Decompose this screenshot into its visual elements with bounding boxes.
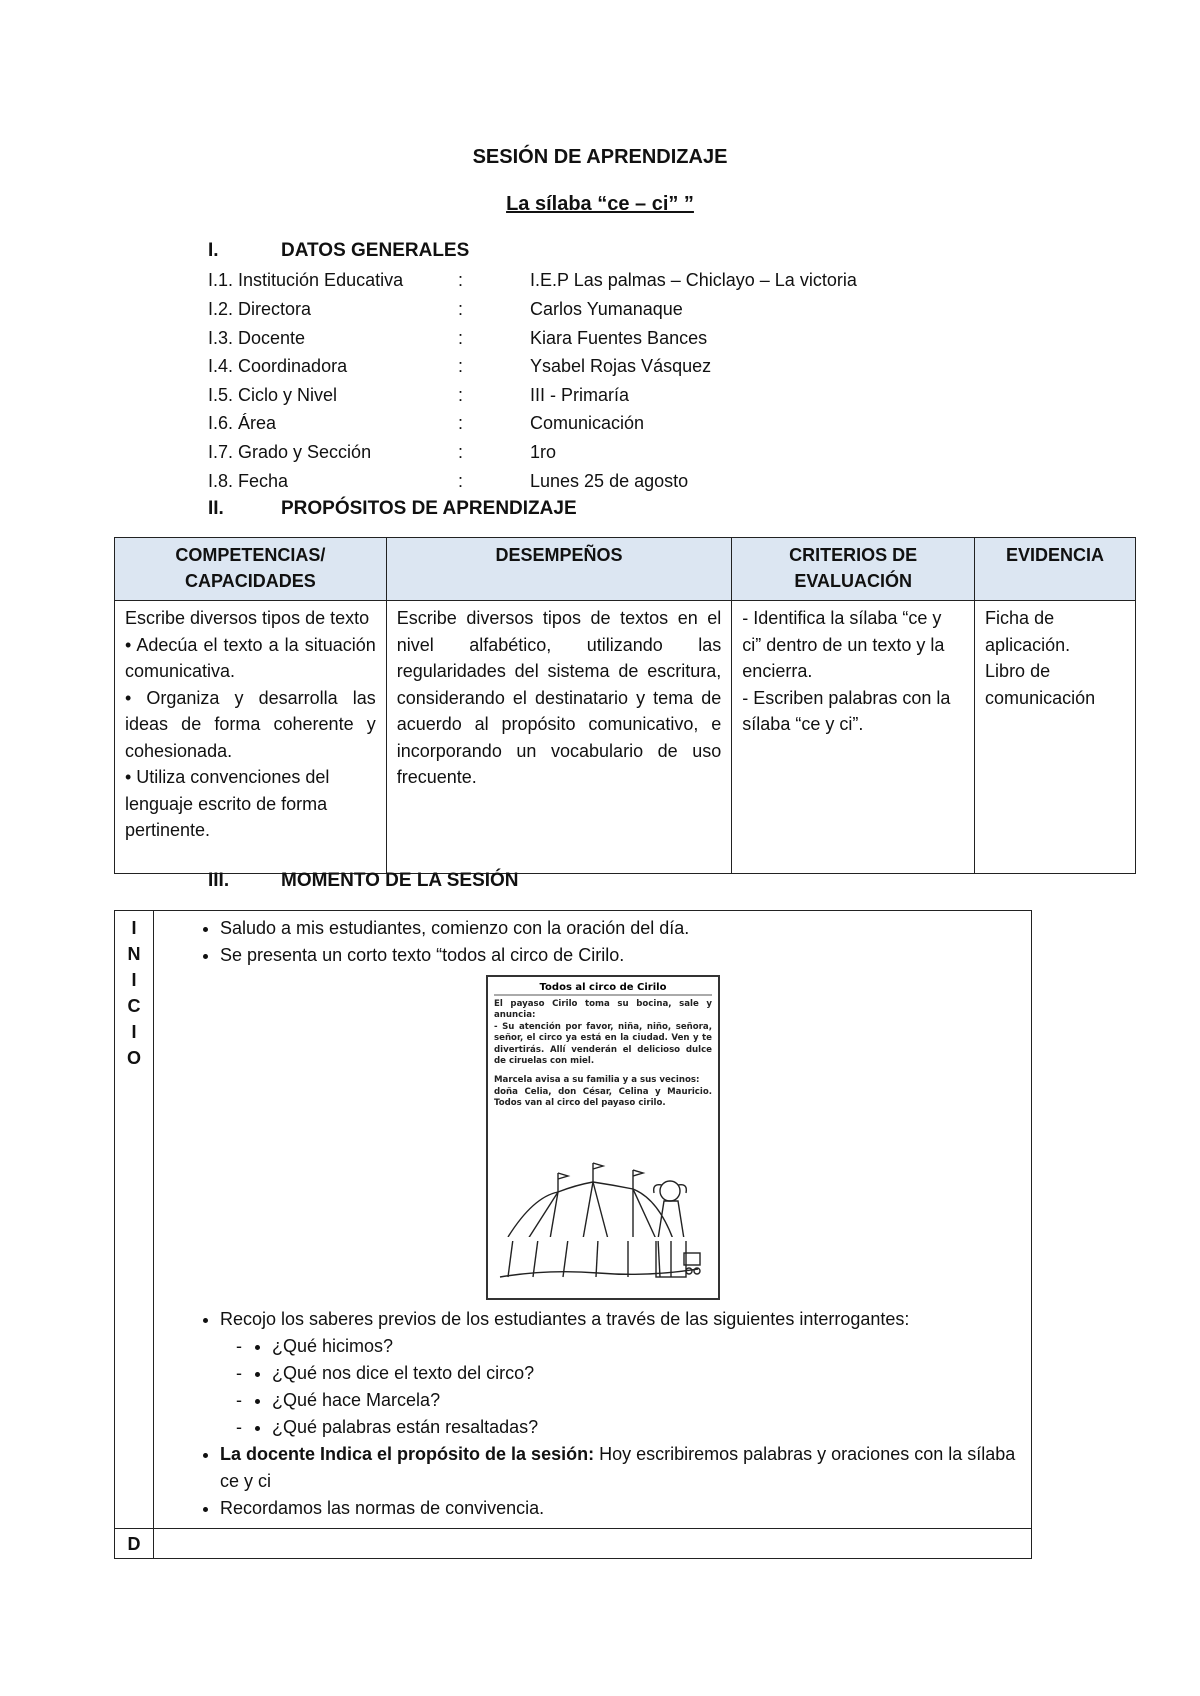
cell-criterios: [732, 601, 975, 874]
capacidad-item: • Utiliza convenciones del lenguaje escrito de forma pertinente.: [125, 767, 330, 840]
header-competencias: COMPETENCIAS/ CAPACIDADES: [115, 538, 387, 601]
dato-label: I.2. Directora: [208, 299, 312, 319]
proposito-label: La docente Indica el propósito de la sesión:: [220, 1444, 595, 1464]
section-momento: [208, 870, 808, 896]
cell-desempenos: Escribe diversos tipos de textos en el nivel alfabético, utilizando las regularidades del sistema de escritura, considerando el destinatario y tema de acuerdo al propósito comunicativo, e incorporando un vocabulario de uso frecuente.: [386, 601, 732, 874]
question-item: - • ¿Qué palabras están resaltadas?: [272, 1414, 1023, 1441]
proposito-text: Hoy escribiremos palabras y oraciones con la sílaba ce y ci: [220, 1444, 1016, 1491]
circus-illustration: [488, 977, 718, 1298]
section-title: PROPÓSITOS DE APRENDIZAJE: [281, 498, 577, 519]
dato-value: Carlos Yumanaque: [530, 299, 683, 319]
section-propositos: [208, 498, 808, 524]
desarrollo-row: [115, 1529, 1032, 1559]
list-item: • Saludo a mis estudiantes, comienzo con la oración del día.: [220, 915, 1023, 942]
phase-letter: I: [131, 918, 137, 938]
dato-value: Lunes 25 de agosto: [530, 471, 689, 491]
circus-tent-drawing: [498, 1163, 700, 1277]
list-item: • Recordamos las normas de convivencia.: [220, 1495, 1023, 1522]
header-criterios: CRITERIOS DE EVALUACIÓN: [732, 538, 975, 601]
figure-title: Todos al circo de Cirilo: [539, 982, 667, 993]
dato-value: Comunicación: [530, 413, 645, 433]
dato-row: [208, 413, 1008, 439]
list-item: • Se presenta un corto texto “todos al circo de Cirilo.: [220, 942, 1023, 969]
criterio-item: - Identifica la sílaba “ce y ci” dentro de un texto y la encierra.: [742, 608, 945, 681]
inicio-content: [154, 911, 1032, 1529]
circus-reading-image: [486, 975, 720, 1300]
evidencia-item: Ficha de aplicación.: [985, 608, 1071, 655]
dato-value: 1ro: [530, 442, 557, 462]
figure-paragraph: doña Celia, don César, Celina y Mauricio. Todos van al circo del payaso cirilo.: [494, 1086, 712, 1109]
capacidad-item: • Adecúa el texto a la situación comunicativa.: [125, 634, 376, 681]
phase-letter: C: [127, 996, 141, 1016]
dato-row: [208, 385, 1008, 411]
dato-value: Ysabel Rojas Vásquez: [530, 356, 712, 376]
phase-letter: I: [131, 1022, 137, 1042]
section-number: II.: [208, 498, 224, 519]
figure-paragraph: - Su atención por favor, niña, niño, señora, señor, el circo ya está en la ciudad. Ven y te divertirás. Allí venderán el delicioso dulce de ciruelas con miel.: [494, 1021, 712, 1067]
table-row: [115, 601, 1136, 874]
question-item: - • ¿Qué nos dice el texto del circo?: [272, 1360, 1023, 1387]
dato-row: [208, 356, 1008, 382]
dato-colon: :: [458, 299, 464, 319]
section-number: III.: [208, 870, 230, 891]
list-item: • Recojo los saberes previos de los estudiantes a través de las siguientes interrogantes:: [220, 1306, 1023, 1333]
propositos-table: [114, 537, 1136, 874]
dato-value: Kiara Fuentes Bances: [530, 328, 708, 348]
section-number: I.: [208, 240, 219, 261]
phase-letter: I: [131, 970, 137, 990]
dato-label: I.5. Ciclo y Nivel: [208, 385, 338, 405]
sesion-table: [114, 910, 1032, 1559]
dato-row: [208, 299, 1008, 325]
section-title: DATOS GENERALES: [281, 240, 470, 261]
competencia-intro: Escribe diversos tipos de texto: [125, 608, 370, 628]
criterio-item: - Escriben palabras con la sílaba “ce y ci”.: [742, 687, 951, 734]
phase-letter: O: [126, 1048, 141, 1068]
dato-row: [208, 270, 1008, 296]
phase-desarrollo: D: [115, 1529, 154, 1559]
cell-competencias: [115, 601, 387, 874]
cell-evidencia: [975, 601, 1136, 874]
section-datos-generales: [208, 240, 808, 266]
header-evidencia: EVIDENCIA: [975, 538, 1136, 601]
dato-colon: :: [458, 442, 464, 462]
dato-colon: :: [458, 413, 464, 433]
table-header-row: [115, 538, 1136, 601]
dato-label: I.7. Grado y Sección: [208, 442, 372, 462]
list-item: [220, 1441, 1023, 1495]
figure-paragraph: Marcela avisa a su familia y a sus vecinos:: [494, 1075, 700, 1086]
section-title: MOMENTO DE LA SESIÓN: [281, 870, 519, 891]
dato-label: I.8. Fecha: [208, 471, 289, 491]
question-item: - • ¿Qué hace Marcela?: [272, 1387, 1023, 1414]
question-item: - • ¿Qué hicimos?: [272, 1333, 1023, 1360]
page-subtitle: La sílaba “ce – ci” ”: [506, 193, 694, 215]
capacidad-item: • Organiza y desarrolla las ideas de forma coherente y cohesionada.: [125, 687, 376, 761]
figure-text: [494, 999, 712, 1110]
figure-paragraph: El payaso Cirilo toma su bocina, sale y anuncia:: [494, 999, 712, 1021]
evidencia-item: Libro de comunicación: [985, 661, 1096, 708]
dato-colon: :: [458, 270, 464, 290]
phase-inicio: [115, 911, 154, 1529]
dato-value: III - Primaría: [530, 385, 630, 405]
dato-colon: :: [458, 385, 464, 405]
dato-row: [208, 442, 1008, 468]
page-title: SESIÓN DE APRENDIZAJE: [472, 146, 728, 168]
dato-colon: :: [458, 471, 464, 491]
dato-colon: :: [458, 356, 464, 376]
dato-row: [208, 328, 1008, 354]
phase-letter: N: [127, 944, 141, 964]
dato-label: I.6. Área: [208, 413, 277, 433]
dato-label: I.1. Institución Educativa: [208, 270, 404, 290]
inicio-row: [115, 911, 1032, 1529]
dato-label: I.4. Coordinadora: [208, 356, 348, 376]
dato-row: [208, 471, 1008, 497]
header-desempenos: DESEMPEÑOS: [386, 538, 732, 601]
dato-value: I.E.P Las palmas – Chiclayo – La victoria: [530, 270, 857, 290]
dato-colon: :: [458, 328, 464, 348]
desarrollo-content: [154, 1529, 1032, 1559]
dato-label: I.3. Docente: [208, 328, 306, 348]
